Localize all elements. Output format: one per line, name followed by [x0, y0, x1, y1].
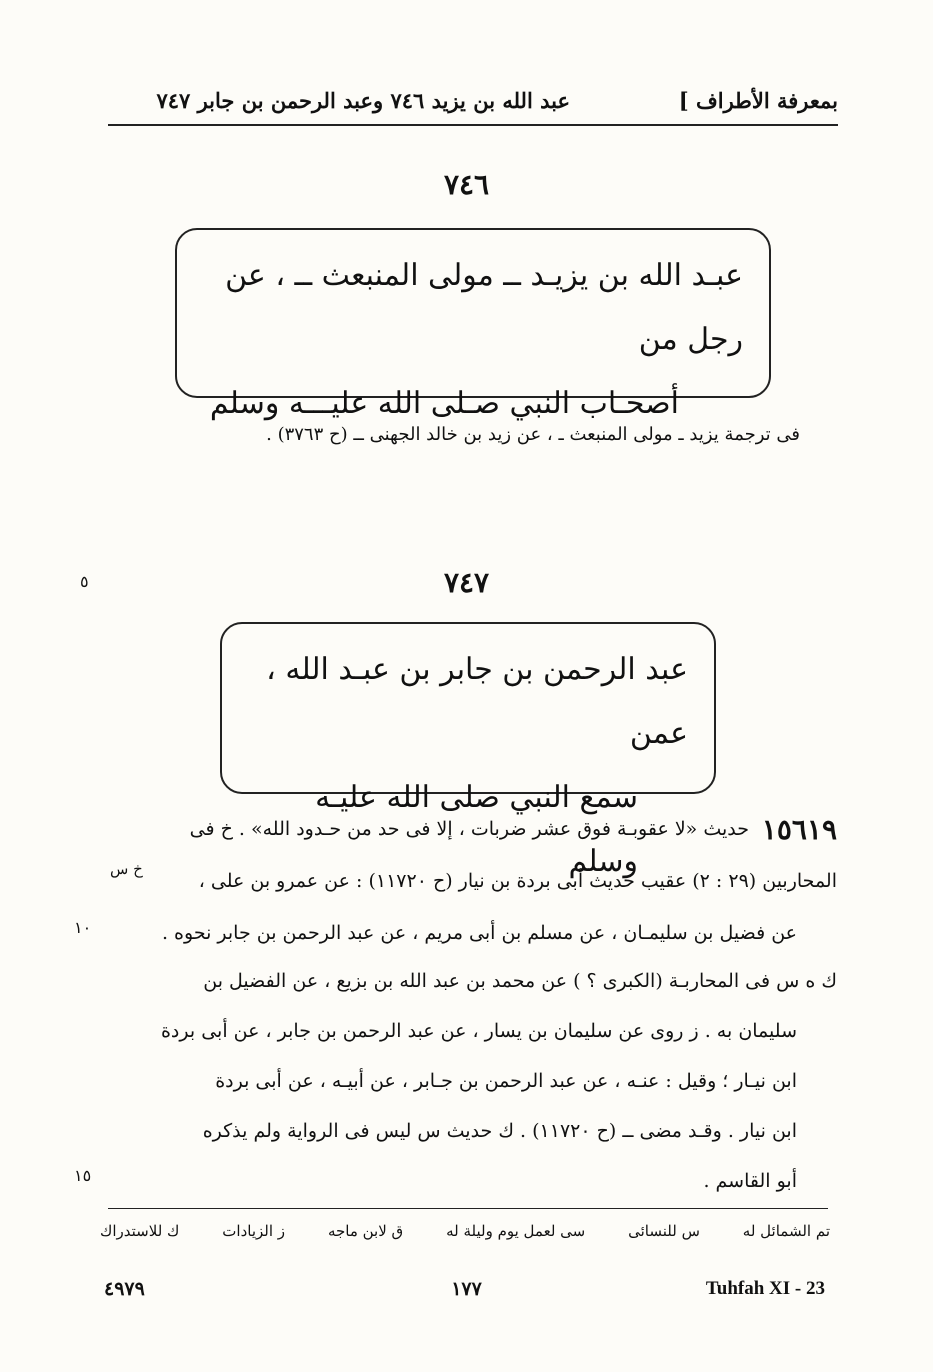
footnote-item: ز الزيادات [222, 1222, 286, 1240]
hadith-line-5: سليمان به . ز روى عن سليمان بن يسار ، عن عبد الرحمن بن جابر ، عن أبى بردة [160, 1020, 797, 1042]
footnote-item: تم الشمائل له [742, 1222, 830, 1240]
signature-mark: Tuhfah XI - 23 [705, 1278, 825, 1299]
footnote-item: ق لابن ماجه [327, 1222, 404, 1240]
margin-mark-15: ١٥ [74, 1166, 92, 1185]
hadith-line-8: أبو القاسم . [703, 1170, 797, 1192]
hadith-line-2: المحاربين (٢٩ : ٢) عقيب حديث أبى بردة بن نيار (ح ١١٧٢٠) : عن عمرو بن على ، [198, 870, 837, 892]
footnote-item: س للنسائى [628, 1222, 700, 1240]
entry-746-note: فى ترجمة يزيد ـ مولى المنبعث ـ ، عن زيد بن خالد الجهنى ــ (ح ٣٧٦٣) . [266, 424, 800, 445]
margin-mark-10: ١٠ [74, 918, 92, 937]
hadith-line-7: ابن نيار . وقـد مضى ــ (ح ١١٧٢٠) . ك حديث س ليس فى الرواية ولم يذكره [202, 1120, 797, 1142]
entry-747-line2: سمع النبي صلى الله عليـه وسلم [315, 780, 638, 879]
footnote-item: ك للاستدراك [100, 1222, 180, 1240]
entry-746-line2: أصحـاب النبي صـلى الله عليـــه وسلم [209, 386, 679, 421]
footnote-rule [108, 1208, 828, 1209]
running-header [108, 84, 838, 126]
header-title: عبد الله بن يزيد ٧٤٦ وعبد الرحمن بن جابر ٧٤٧ [156, 88, 570, 113]
margin-mark-5: ٥ [80, 572, 89, 591]
hadith-side-code: خ س [110, 860, 143, 878]
header-section: بمعرفة الأطراف ] [678, 88, 838, 113]
hadith-line-4: ك ه س فى المحاربـة (الكبرى ؟ ) عن محمد بن عبد الله بن بزيع ، عن الفضيل بن [203, 970, 837, 992]
entry-747-number: ٧٤٧ [443, 566, 490, 599]
entry-746-number: ٧٤٦ [443, 168, 490, 201]
entry-746-line1: عبـد الله بن يزيـد ــ مولى المنبعث ــ ، عن رجل من [225, 258, 743, 357]
hadith-line-6: ابن نيـار ؛ وقيل : عنـه ، عن عبد الرحمن بن جـابر ، عن أبيـه ، عن أبى بردة [215, 1070, 797, 1092]
footnote-abbreviations [100, 1222, 830, 1240]
hadith-line-1: حديث «لا عقوبـة فوق عشر ضربات ، إلا فى حد من حـدود الله» . خ فى [189, 818, 749, 840]
footnote-item: سى لعمل يوم وليلة له [446, 1222, 586, 1240]
entry-747-line1: عبد الرحمن بن جابر بن عبـد الله ، عمن [266, 652, 688, 751]
page-number: ١٧٧ [451, 1278, 482, 1300]
entry-746-box [175, 228, 771, 421]
hadith-number: ١٥٦١٩ [761, 813, 837, 846]
footer-left-number: ٤٩٧٩ [104, 1278, 145, 1300]
hadith-line-3: عن فضيل بن سليمـان ، عن مسلم بن أبى مريم ، عن عبد الرحمن بن جابر نحوه . [161, 922, 797, 944]
